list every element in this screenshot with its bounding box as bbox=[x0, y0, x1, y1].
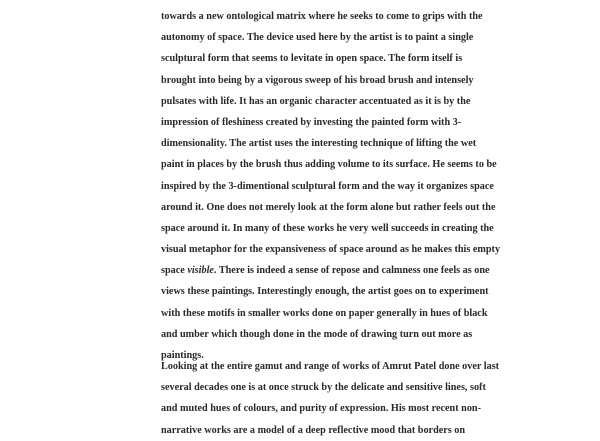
text-line: views these paintings. Interestingly enough, the artist goes on to experiment bbox=[161, 286, 489, 298]
text-line: pulsates with life. It has an organic character accentuated as it is by the bbox=[161, 95, 471, 107]
text-line: paintings. bbox=[161, 350, 204, 361]
text-line: and muted hues of colours, and purity of expression. His most recent non- bbox=[161, 403, 481, 415]
text-line: Looking at the entire gamut and range of works of Amrut Patel done over last bbox=[161, 361, 500, 372]
text-line: several decades one is at once struck by the delicate and sensitive lines, soft bbox=[161, 382, 486, 394]
text-line: paint in places by the brush thus adding volume to its surface. He seems to be bbox=[161, 159, 497, 171]
emphasized-word: visible bbox=[187, 265, 214, 277]
text-segment: space bbox=[161, 265, 188, 277]
text-line: narrative works are a model of a deep reflective mood that borders on bbox=[161, 424, 466, 436]
text-line: and umber which though done in the mode of drawing turn out more as bbox=[161, 328, 473, 340]
text-line: sculptural form that seems to levitate in open space. The form itself is bbox=[161, 53, 463, 65]
text-line: towards a new ontological matrix where he seeks to come to grips with the bbox=[161, 11, 483, 22]
text-line: dimensionality. The artist uses the interesting technique of lifting the wet bbox=[161, 138, 477, 150]
text-line: impression of fleshiness created by investing the painted form with 3- bbox=[161, 116, 462, 128]
text-line: around it. One does not merely look at the form alone but rather feels out the bbox=[161, 201, 496, 213]
paragraph-2 bbox=[161, 356, 500, 441]
text-line: inspired by the 3-dimentional sculptural form and the way it organizes space bbox=[161, 180, 494, 192]
text-line-with-emphasis bbox=[161, 260, 490, 281]
text-segment: . There is indeed a sense of repose and calmness one feels as one bbox=[213, 265, 490, 277]
text-line: visual metaphor for the expansiveness of space around as he makes this empty bbox=[161, 244, 501, 256]
text-line: space around it. In many of these works he very well succeeds in creating the bbox=[161, 222, 494, 234]
text-line: with these motifs in smaller works done on paper generally in hues of black bbox=[161, 307, 488, 319]
text-line: autonomy of space. The device used here by the artist is to paint a single bbox=[161, 32, 474, 44]
paragraph-1 bbox=[161, 6, 501, 366]
text-line: brought into being by a vigorous sweep of his broad brush and intensely bbox=[161, 74, 474, 86]
